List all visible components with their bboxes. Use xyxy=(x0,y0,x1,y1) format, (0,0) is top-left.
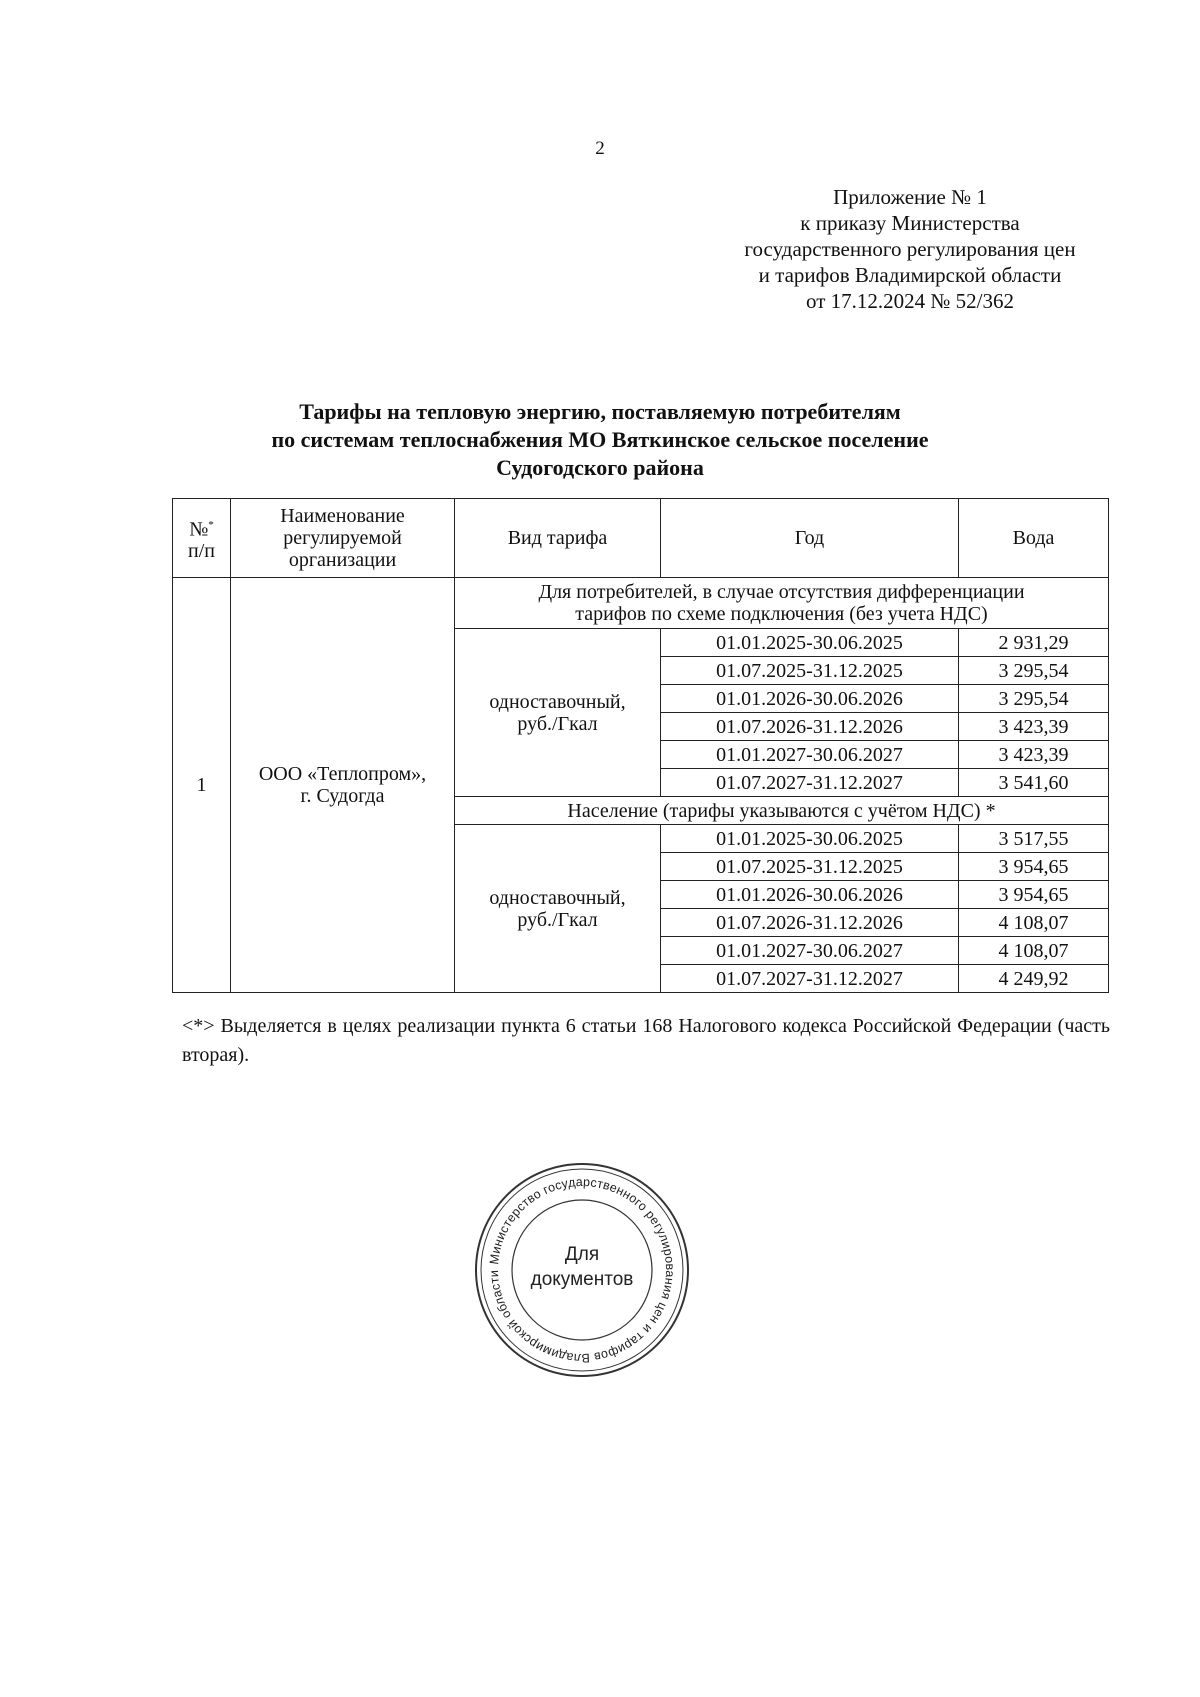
tariff-type-cell: одноставочный, руб./Гкал xyxy=(455,825,661,993)
header-organization: Наименование регулируемой организации xyxy=(231,499,455,578)
header-year: Год xyxy=(661,499,959,578)
header-number: №* п/п xyxy=(173,499,231,578)
period-cell: 01.07.2027-31.12.2027 xyxy=(661,769,959,797)
appendix-line: от 17.12.2024 № 52/362 xyxy=(805,289,1015,313)
header-water: Вода xyxy=(959,499,1109,578)
period-cell: 01.01.2025-30.06.2025 xyxy=(661,629,959,657)
appendix-line: и тарифов Владимирской области xyxy=(758,263,1062,287)
tariff-value-cell: 4 249,92 xyxy=(959,965,1109,993)
period-cell: 01.07.2026-31.12.2026 xyxy=(661,713,959,741)
appendix-line: Приложение № 1 xyxy=(833,185,987,209)
period-cell: 01.01.2027-30.06.2027 xyxy=(661,937,959,965)
period-cell: 01.07.2027-31.12.2027 xyxy=(661,965,959,993)
row-number: 1 xyxy=(173,578,231,993)
seal-ring-text: Министерство государственного регулирования цен и тарифов Владимирской области xyxy=(486,1174,678,1366)
period-cell: 01.07.2025-31.12.2025 xyxy=(661,657,959,685)
appendix-header xyxy=(700,184,1120,314)
tariff-value-cell: 3 954,65 xyxy=(959,853,1109,881)
period-cell: 01.01.2027-30.06.2027 xyxy=(661,741,959,769)
document-title xyxy=(200,398,1000,482)
official-seal xyxy=(472,1160,692,1380)
tariff-value-cell: 3 954,65 xyxy=(959,881,1109,909)
seal-center-text: Для документов xyxy=(530,1244,634,1290)
period-cell: 01.07.2026-31.12.2026 xyxy=(661,909,959,937)
title-line: Тарифы на тепловую энергию, поставляемую потребителям xyxy=(299,399,901,424)
period-cell: 01.07.2025-31.12.2025 xyxy=(661,853,959,881)
tariff-value-cell: 2 931,29 xyxy=(959,629,1109,657)
period-cell: 01.01.2025-30.06.2025 xyxy=(661,825,959,853)
header-tariff-type: Вид тарифа xyxy=(455,499,661,578)
tariff-type-cell: одноставочный, руб./Гкал xyxy=(455,629,661,797)
title-line: по системам теплоснабжения МО Вяткинское сельское поселение xyxy=(271,427,929,452)
appendix-line: государственного регулирования цен xyxy=(744,237,1076,261)
tariff-value-cell: 3 423,39 xyxy=(959,741,1109,769)
tariff-value-cell: 4 108,07 xyxy=(959,909,1109,937)
tariff-value-cell: 4 108,07 xyxy=(959,937,1109,965)
title-line: Судогодского района xyxy=(496,455,704,480)
section-title: Население (тарифы указываются с учётом НДС) * xyxy=(455,797,1109,825)
tariff-value-cell: 3 295,54 xyxy=(959,657,1109,685)
table-header-row xyxy=(173,499,1109,578)
tariff-value-cell: 3 517,55 xyxy=(959,825,1109,853)
organization-name: ООО «Теплопром», г. Судогда xyxy=(231,578,455,993)
section-title: Для потребителей, в случае отсутствия дифференциации тарифов по схеме подключения (без учета НДС) xyxy=(455,578,1109,629)
tariff-table xyxy=(172,498,1109,993)
tariff-value-cell: 3 423,39 xyxy=(959,713,1109,741)
tariff-value-cell: 3 295,54 xyxy=(959,685,1109,713)
footnote: <*> Выделяется в целях реализации пункта 6 статьи 168 Налогового кодекса Российской Федерации (часть вторая). xyxy=(182,1015,1110,1066)
appendix-line: к приказу Министерства xyxy=(800,211,1020,235)
page-number: 2 xyxy=(595,138,605,159)
table-row xyxy=(173,578,1109,629)
period-cell: 01.01.2026-30.06.2026 xyxy=(661,685,959,713)
period-cell: 01.01.2026-30.06.2026 xyxy=(661,881,959,909)
tariff-value-cell: 3 541,60 xyxy=(959,769,1109,797)
